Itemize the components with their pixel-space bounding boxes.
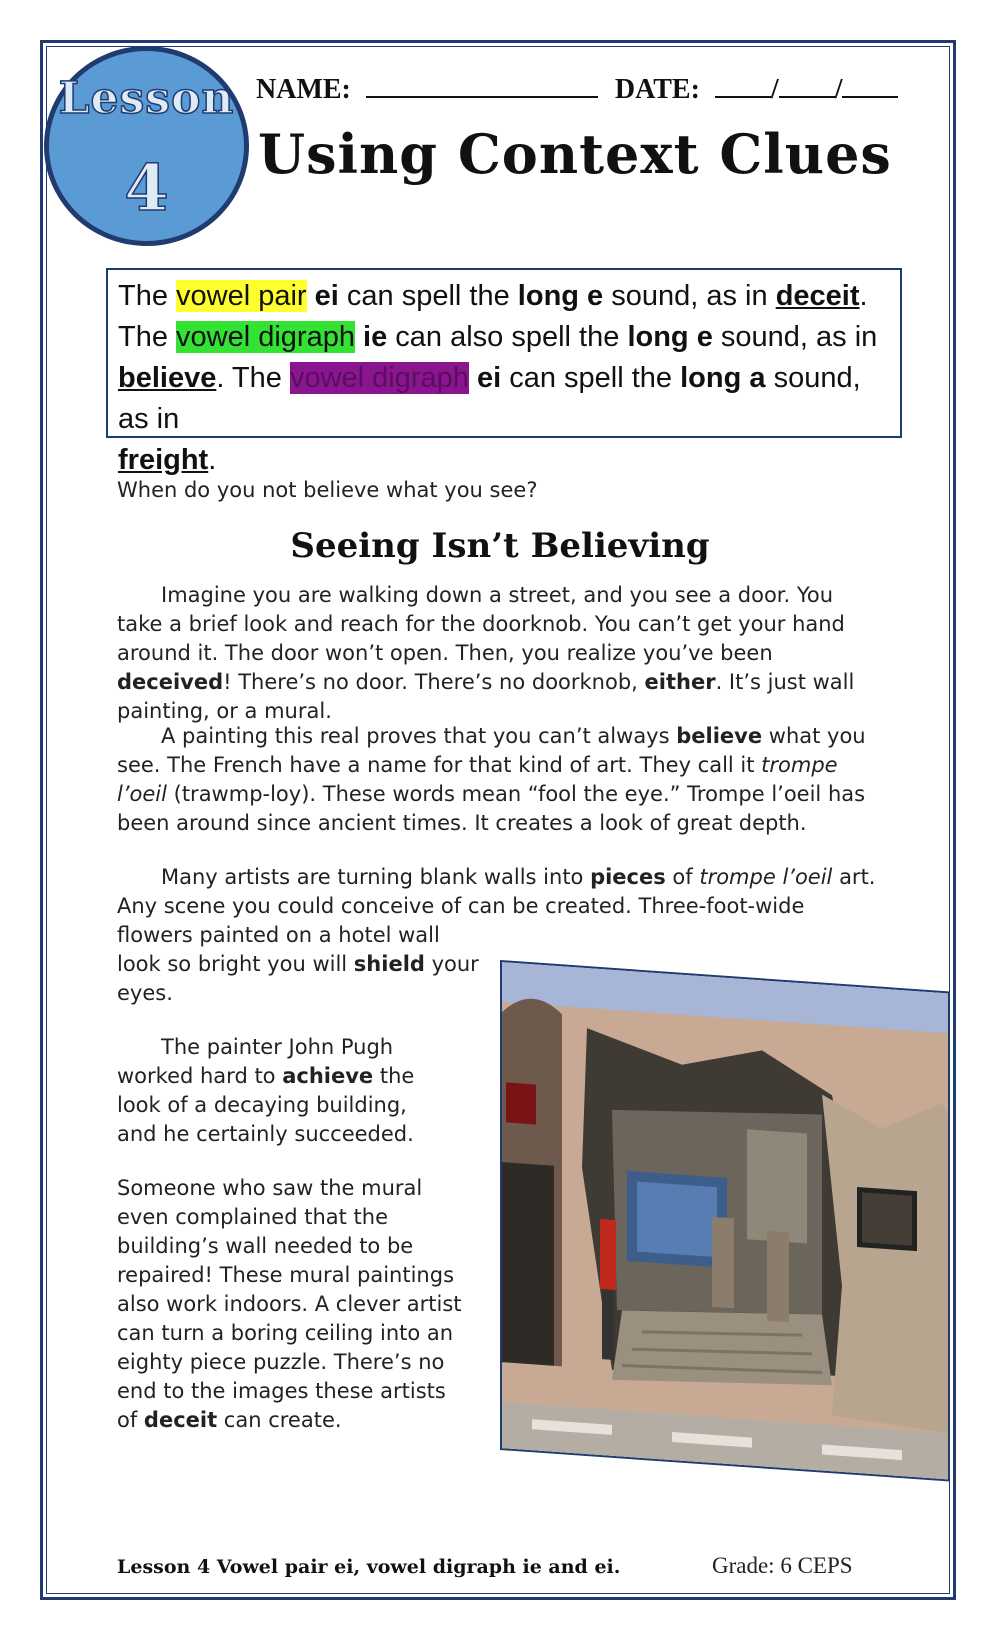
paragraph-line: look of a decaying building, — [117, 1093, 407, 1117]
paragraph-line — [117, 780, 866, 809]
rule-ie: ie — [363, 321, 388, 353]
paragraph-line: even complained that the — [117, 1205, 388, 1229]
paragraph-1 — [117, 581, 854, 726]
paragraph-line: building’s wall needed to be — [117, 1234, 414, 1258]
text: art. — [832, 865, 876, 889]
text: of — [665, 865, 700, 889]
paragraph-line: take a brief look and reach for the doorknob. You can’t get your hand — [117, 612, 845, 636]
rule-long-e: long e — [627, 321, 713, 353]
rule-text: sound, as in — [712, 321, 878, 353]
paragraph-line: and he certainly succeeded. — [117, 1122, 414, 1146]
text: what you — [762, 724, 866, 748]
example-word-believe: believe — [118, 362, 217, 394]
text: . It’s just wall — [715, 670, 855, 694]
text: The painter John Pugh — [161, 1035, 394, 1059]
phonics-rule-box — [106, 268, 902, 476]
paragraph-line — [117, 751, 866, 780]
rule-text — [307, 280, 315, 312]
paragraph-line — [117, 668, 854, 697]
highlight-vowel-digraph-ei: vowel digraph — [289, 362, 469, 394]
rule-ei: ei — [476, 362, 502, 394]
paragraph-line: eyes. — [117, 981, 173, 1005]
paragraph-line — [117, 1033, 414, 1062]
name-date-line — [256, 74, 898, 106]
lesson-badge-number: 4 — [124, 151, 169, 226]
text: your — [424, 952, 479, 976]
guiding-question: When do you not believe what you see? — [117, 478, 538, 502]
paragraph-line: end to the images these artists — [117, 1379, 446, 1403]
rule-long-a: long a — [680, 362, 766, 394]
text: (trawmp-loy). These words mean “fool the eye.” Trompe l’oeil has — [166, 782, 866, 806]
rule-text: can also spell the — [387, 321, 628, 353]
rule-text: sound, as in — [118, 362, 861, 435]
highlight-vowel-digraph-ie: vowel digraph — [176, 321, 355, 353]
paragraph-5 — [117, 1174, 462, 1435]
vocab-achieve: achieve — [282, 1064, 374, 1088]
rule-line-1 — [118, 276, 890, 317]
rule-text: can spell the — [501, 362, 681, 394]
text: of — [117, 1408, 144, 1432]
paragraph-line: flowers painted on a hotel wall — [117, 923, 440, 947]
date-separator: / — [770, 74, 779, 105]
name-field[interactable] — [366, 74, 598, 98]
rule-long-e: long e — [517, 280, 604, 312]
paragraph-line — [117, 1062, 414, 1091]
vocab-deceit: deceit — [143, 1408, 218, 1432]
text: ! There’s no door. There’s no doorknob, — [223, 670, 645, 694]
rule-text: can spell the — [338, 280, 518, 312]
vocab-either: either — [644, 670, 716, 694]
text: can create. — [217, 1408, 342, 1432]
paragraph-line — [117, 863, 875, 892]
paragraph-line: repaired! These mural paintings — [117, 1263, 455, 1287]
italic-term: trompe l’oeil — [699, 865, 833, 889]
paragraph-line — [117, 1406, 462, 1435]
italic-term: trompe — [761, 753, 838, 777]
name-label: NAME: — [256, 74, 351, 105]
highlight-vowel-pair: vowel pair — [176, 280, 307, 312]
rule-text: The — [118, 280, 177, 312]
date-month-field[interactable] — [715, 74, 771, 98]
italic-term: l’oeil — [117, 782, 167, 806]
vocab-believe: believe — [676, 724, 763, 748]
footer-grade: Grade: 6 CEPS — [712, 1553, 853, 1578]
paragraph-line: eighty piece puzzle. There’s no — [117, 1350, 445, 1374]
paragraph-line: around it. The door won’t open. Then, you realize you’ve been — [117, 641, 773, 665]
paragraph-2 — [117, 722, 866, 838]
paragraph-line: Someone who saw the mural — [117, 1176, 423, 1200]
rule-line-4 — [118, 440, 890, 481]
vocab-pieces: pieces — [590, 865, 666, 889]
text: worked hard to — [117, 1064, 283, 1088]
date-label: DATE: — [614, 74, 700, 105]
page-title: Using Context Clues — [258, 122, 892, 186]
lesson-badge-word: Lesson — [58, 73, 235, 124]
text: see. The French have a name for that kind of art. They call it — [117, 753, 762, 777]
text: A painting this real proves that you can’t always — [161, 724, 677, 748]
rule-text: . The — [216, 362, 290, 394]
trompe-loeil-mural-photo — [500, 960, 950, 1481]
rule-text — [355, 321, 363, 353]
date-day-field[interactable] — [779, 74, 835, 98]
vocab-shield: shield — [353, 952, 425, 976]
example-word-freight: freight — [118, 444, 209, 476]
date-year-field[interactable] — [842, 74, 898, 98]
paragraph-line — [117, 950, 875, 979]
rule-text: sound, as in — [603, 280, 776, 312]
paragraph-line: been around since ancient times. It creates a look of great depth. — [117, 811, 807, 835]
paragraph-line: painting, or a mural. — [117, 699, 332, 723]
rule-ei: ei — [314, 280, 339, 312]
paragraph-line: also work indoors. A clever artist — [117, 1292, 462, 1316]
rule-text: The — [118, 321, 177, 353]
text: Imagine you are walking down a street, and you see a door. You — [161, 583, 834, 607]
rule-text: . — [208, 444, 217, 476]
text: Many artists are turning blank walls into — [161, 865, 591, 889]
text: the — [373, 1064, 415, 1088]
paragraph-line: Any scene you could conceive of can be created. Three-foot-wide — [117, 894, 805, 918]
lesson-badge — [44, 46, 249, 246]
rule-line-3 — [118, 358, 890, 440]
rule-text: . — [859, 280, 868, 312]
text: look so bright you will — [117, 952, 354, 976]
rule-text — [469, 362, 477, 394]
paragraph-line: can turn a boring ceiling into an — [117, 1321, 454, 1345]
paragraph-line — [117, 722, 866, 751]
rule-line-2 — [118, 317, 890, 358]
footer-lesson-note: Lesson 4 Vowel pair ei, vowel digraph ie and ei. — [117, 1556, 621, 1578]
paragraph-line — [117, 581, 854, 610]
paragraph-4 — [117, 1033, 414, 1149]
vocab-deceived: deceived — [117, 670, 224, 694]
example-word-deceit: deceit — [775, 280, 860, 312]
story-title: Seeing Isn’t Believing — [290, 526, 710, 566]
date-separator: / — [834, 74, 843, 105]
